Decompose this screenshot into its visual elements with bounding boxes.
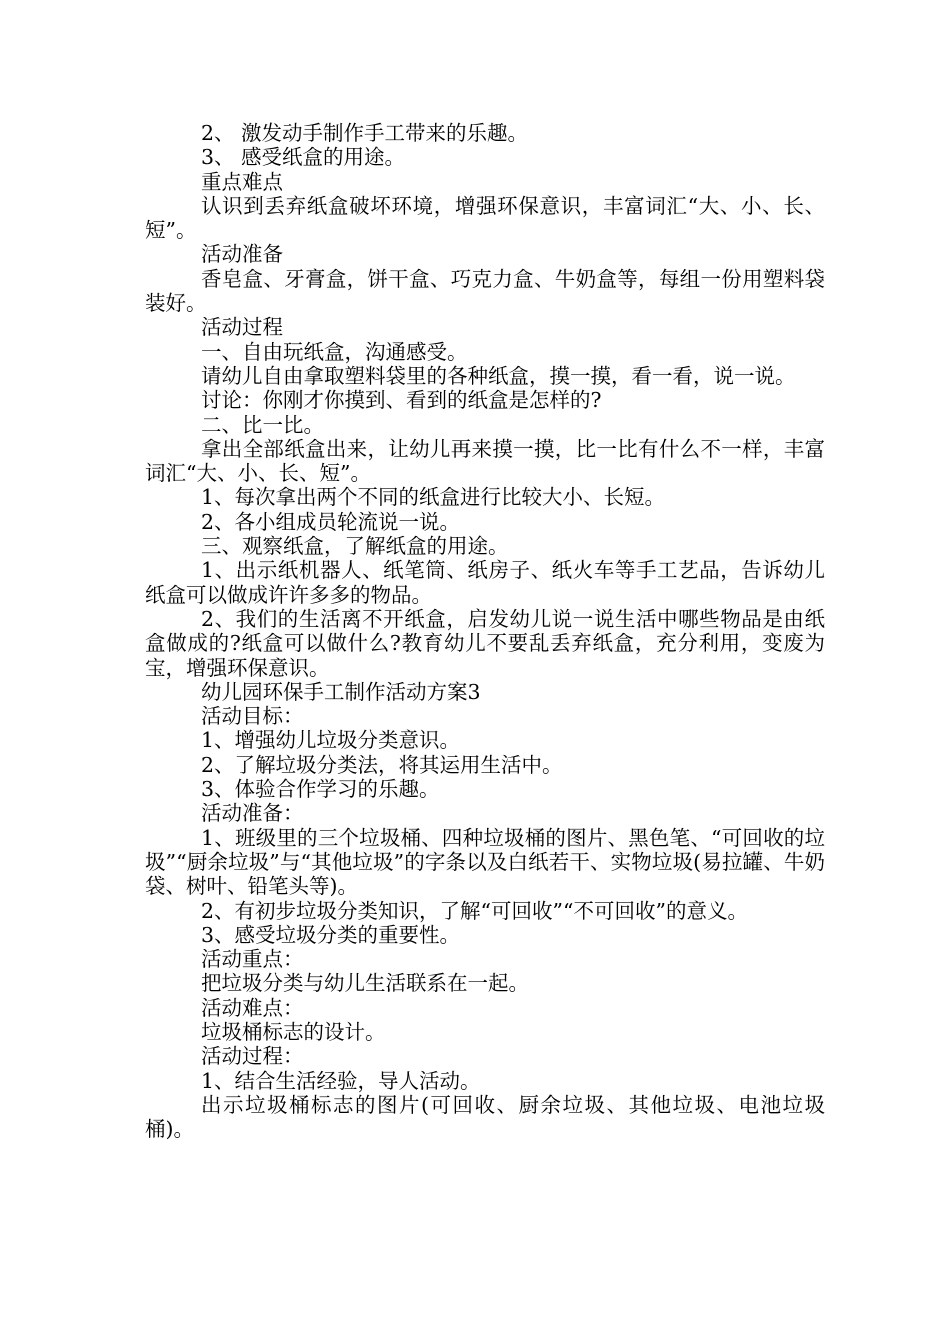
paragraph: 3、感受垃圾分类的重要性。 bbox=[201, 922, 461, 947]
section-heading: 活动难点： bbox=[201, 995, 304, 1020]
paragraph: 讨论：你刚才你摸到、看到的纸盒是怎样的? bbox=[201, 388, 602, 413]
paragraph: 一、自由玩纸盒，沟通感受。 bbox=[201, 339, 468, 364]
paragraph: 把垃圾分类与幼儿生活联系在一起。 bbox=[201, 971, 529, 996]
paragraph: 2、有初步垃圾分类知识，了解“可回收”“不可回收”的意义。 bbox=[201, 898, 748, 923]
paragraph: 2、各小组成员轮流说一说。 bbox=[201, 509, 461, 534]
paragraph: 1、每次拿出两个不同的纸盒进行比较大小、长短。 bbox=[201, 485, 666, 510]
paragraph: 2、 激发动手制作手工带来的乐趣。 bbox=[201, 121, 529, 145]
document-body bbox=[145, 121, 825, 1141]
paragraph: 香皂盒、牙膏盒，饼干盒、巧克力盒、牛奶盒等，每组一份用塑料袋装好。 bbox=[145, 266, 825, 316]
paragraph: 垃圾桶标志的设计。 bbox=[201, 1019, 386, 1044]
section-heading: 活动准备： bbox=[201, 801, 304, 826]
section-heading: 重点难点 bbox=[201, 169, 283, 194]
paragraph: 1、班级里的三个垃圾桶、四种垃圾桶的图片、黑色笔、“可回收的垃圾”“厨余垃圾”与“其他垃圾”的字条以及白纸若干、实物垃圾(易拉罐、牛奶袋、树叶、铅笔头等)。 bbox=[145, 825, 825, 899]
section-heading: 活动过程 bbox=[201, 315, 283, 340]
section-heading: 活动重点： bbox=[201, 947, 304, 972]
paragraph: 1、增强幼儿垃圾分类意识。 bbox=[201, 728, 461, 753]
section-heading: 活动目标： bbox=[201, 704, 304, 729]
paragraph: 认识到丢弃纸盒破坏环境，增强环保意识，丰富词汇“大、小、长、短”。 bbox=[145, 193, 825, 243]
paragraph: 1、结合生活经验，导人活动。 bbox=[201, 1068, 481, 1093]
paragraph: 2、了解垃圾分类法，将其运用生活中。 bbox=[201, 752, 563, 777]
paragraph: 二、比一比。 bbox=[201, 412, 324, 437]
section-heading: 活动准备 bbox=[201, 242, 283, 267]
paragraph: 请幼儿自由拿取塑料袋里的各种纸盒，摸一摸，看一看，说一说。 bbox=[201, 363, 796, 388]
section-title: 幼儿园环保手工制作活动方案3 bbox=[201, 679, 481, 704]
section-heading: 活动过程： bbox=[201, 1044, 304, 1069]
paragraph: 三、观察纸盒，了解纸盒的用途。 bbox=[201, 534, 509, 559]
paragraph: 拿出全部纸盒出来，让幼儿再来摸一摸，比一比有什么不一样，丰富词汇“大、小、长、短”。 bbox=[145, 436, 825, 486]
paragraph: 出示垃圾桶标志的图片(可回收、厨余垃圾、其他垃圾、电池垃圾桶)。 bbox=[145, 1092, 825, 1142]
paragraph: 1、出示纸机器人、纸笔筒、纸房子、纸火车等手工艺品，告诉幼儿纸盒可以做成许许多多的物品。 bbox=[145, 558, 825, 607]
paragraph: 3、 感受纸盒的用途。 bbox=[201, 145, 406, 170]
paragraph: 2、我们的生活离不开纸盒，启发幼儿说一说生活中哪些物品是由纸盒做成的?纸盒可以做什么?教育幼儿不要乱丢弃纸盒，充分利用，变废为宝，增强环保意识。 bbox=[145, 606, 825, 680]
paragraph: 3、体验合作学习的乐趣。 bbox=[201, 777, 440, 802]
